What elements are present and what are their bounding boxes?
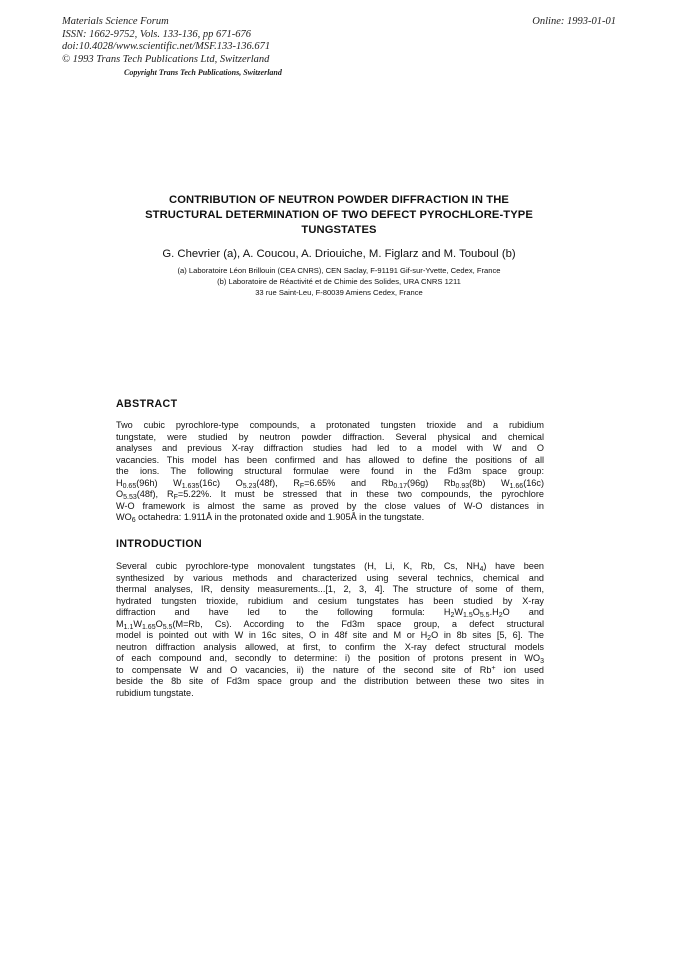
intro-line: beside the 8b site of Fd3m space group and the distribution between these two sites in — [116, 676, 544, 687]
intro-formula-line: diffraction and have led to the following formula: $H_2W_{1.5}O_{5.5}.H_2O$ and — [116, 607, 544, 620]
intro-line: Several cubic pyrochlore-type monovalent tungstates (H, Li, K, Rb, Cs, $NH_4$) have been — [116, 561, 544, 573]
intro-line: neutron diffraction analysis allowed, at first, to confirm the X-ray defect structural models — [116, 641, 544, 652]
online-date: Online: 1993-01-01 — [532, 16, 616, 27]
abstract-formula-line: $H_{0.65}(96h)$ $W_{1.635}(16c)$ $O_{5.23}(48f)$, $R_F=6.65\%$ and $Rb_{0.17}(96g)$ $Rb_{0.93}(8b)$ $W_{1.66}(16c)$ — [116, 477, 544, 490]
abstract-line: the ions. The following structural formulae were found in the Fd3m space group: — [116, 466, 544, 477]
intro-formula-line: $M_{1.1}W_{1.65}O_{5.5}(M=Rb$, Cs). According to the Fd3m space group, a defect structural — [116, 618, 544, 631]
copyright-line: © 1993 Trans Tech Publications Ltd, Switzerland — [62, 53, 270, 65]
intro-line: synthesized by various methods and characterized using several technics, chemical and — [116, 572, 544, 583]
intro-line: to compensate W and O vacancies, ii) the nature of the second site of Rb+ ion used — [116, 664, 544, 675]
abstract-line: W-O framework is almost the same as proved by the close values of W-O distances in — [116, 500, 544, 511]
title-line-2: STRUCTURAL DETERMINATION OF TWO DEFECT PYROCHLORE-TYPE — [145, 209, 533, 221]
abstract-heading: ABSTRACT — [116, 398, 178, 410]
author-list: G. Chevrier (a), A. Coucou, A. Driouiche, M. Figlarz and M. Touboul (b) — [162, 248, 516, 260]
introduction-heading: INTRODUCTION — [116, 538, 203, 550]
issn-line: ISSN: 1662-9752, Vols. 133-136, pp 671-676 — [62, 28, 251, 40]
intro-line: model is pointed out with W in 16c sites, O in 48f site and M or $H_2O$ in 8b sites [5, 6]. The — [116, 630, 544, 643]
affiliation-b-address: 33 rue Saint-Leu, F-80039 Amiens Cedex, France — [255, 288, 423, 297]
abstract-body — [116, 420, 544, 524]
abstract-line: analyses and previous X-ray diffraction studies had led to a model with W and O — [116, 443, 544, 454]
abstract-formula-line: $O_{5.53}(48f)$, $R_F=5.22\%$. It must be stressed that in these two compounds, the pyrochlore — [116, 489, 544, 502]
intro-line: rubidium tungstate. — [116, 688, 194, 699]
journal-name: Materials Science Forum — [62, 16, 169, 27]
intro-line: of each compound and, secondly to determine: i) the position of protons present in $WO_3$ — [116, 653, 544, 666]
affiliation-a: (a) Laboratoire Léon Brillouin (CEA CNRS), CEN Saclay, F-91191 Gif-sur-Yvette, Cedex, France — [177, 266, 501, 275]
abstract-line: $WO_6$ octahedra: 1.911Å in the protonated oxide and 1.905Å in the tungstate. — [116, 512, 425, 525]
abstract-line: vacancies. This model has been confirmed and has allowed to define the positions of all — [116, 454, 544, 465]
abstract-line: Two cubic pyrochlore-type compounds, a protonated tungsten trioxide and a rubidium — [116, 420, 544, 430]
introduction-body — [116, 561, 544, 700]
doi-line: doi:10.4028/www.scientific.net/MSF.133-136.671 — [62, 41, 271, 52]
title-line-1: CONTRIBUTION OF NEUTRON POWDER DIFFRACTION IN THE — [169, 194, 509, 206]
title-line-3: TUNGSTATES — [301, 224, 377, 236]
intro-line: hydrated tungsten trioxide, rubidium and cesium tungstates has been studied by X-ray — [116, 595, 544, 606]
abstract-line: tungstate, were studied by neutron powder diffraction. Several physical and chemical — [116, 431, 544, 442]
affiliation-b: (b) Laboratoire de Réactivité et de Chimie des Solides, URA CNRS 1211 — [217, 277, 461, 286]
paper-title — [100, 193, 578, 238]
publication-metadata — [62, 16, 270, 66]
intro-line: thermal analyses, IR, density measurements...[1, 2, 3, 4]. The structure of some of them, — [116, 584, 544, 595]
publisher-copyright: Copyright Trans Tech Publications, Switzerland — [124, 68, 282, 77]
